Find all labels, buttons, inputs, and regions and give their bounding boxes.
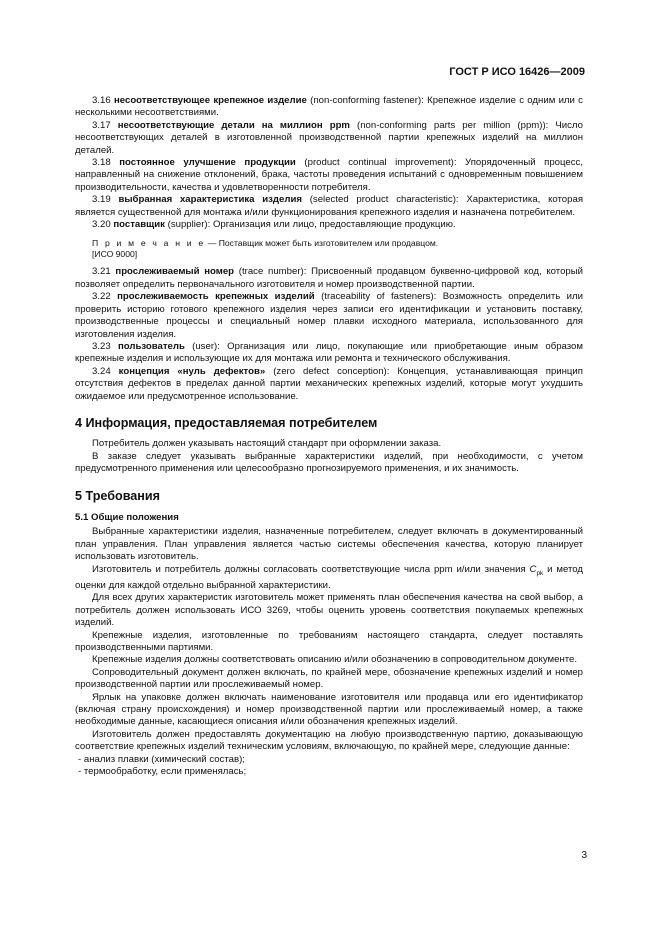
term-name: выбранная характеристика изделия — [118, 194, 302, 206]
page-number: 3 — [581, 850, 587, 861]
section-5-paragraph: Изготовитель должен предоставлять документацию на любую производственную партию, доказывающую соответствие крепежных изделий техническим условиям, включающую, по крайней мере, следующие данные: — [75, 728, 583, 753]
term-english: (non-conforming parts per million (ppm)) — [357, 119, 546, 131]
term-name: прослеживаемость крепежных изделий — [117, 291, 315, 303]
term-number: 3.18 — [92, 157, 111, 169]
term-definition: : Организация или лицо, предоставляющие продукцию. — [207, 219, 456, 231]
term-number: 3.22 — [92, 291, 111, 303]
data-list — [75, 754, 583, 779]
term-3-17 — [75, 120, 583, 157]
section-5-paragraph: Сопроводительный документ должен включать, по крайней мере, обозначение крепежных изделий и номер производственной партии или прослеживаемый номер. — [75, 666, 583, 691]
term-name: поставщик — [113, 219, 165, 231]
term-definition: : Характеристика, которая является существенной для монтажа и/или функционирования крепежного изделия и назначена потребителем. — [75, 194, 584, 218]
term-definition: : Упорядоченный процесс, направленный на снижение отклонений, брака, частоты проведения испытаний с одновременным повышением производительности, качества и удовлетворенности потребителя. — [75, 157, 583, 193]
term-english: (supplier) — [167, 219, 208, 231]
term-definition: : Присвоенный продавцом буквенно-цифровой код, который позволяет определить первоначального изготовителя и номер производственной партии. — [75, 266, 584, 290]
term-name: концепция «нуль дефектов» — [118, 365, 266, 377]
term-english: (selected product characteristic) — [309, 194, 456, 206]
term-english: (traceability of fasteners) — [321, 291, 434, 303]
term-definition: : Концепция, устанавливающая принцип отсутствия дефектов в пределах данной партии механических крепежных изделий, которые могут ухудшить ожидаемое или предусмотренное использование. — [75, 365, 583, 402]
list-item: - термообработку, если применялась; — [78, 766, 247, 777]
term-3-24 — [75, 366, 583, 403]
term-name: прослеживаемый номер — [115, 266, 235, 278]
note — [75, 238, 583, 249]
section-5-paragraph: Для всех других характеристик изготовитель может применять план обеспечения качества на свой выбор, а потребитель должен использовать ИСО 3269, чтобы оценить уровень соответствия покупаемых крепежных изделий. — [75, 592, 583, 629]
term-name: постоянное улучшение продукции — [119, 157, 296, 169]
term-english: (zero defect conception) — [273, 365, 387, 377]
term-definition: : Возможность определить или проверить историю готового крепежного изделия через записи его идентификации и установить поставку, производственные процессы и специальный номер плавки исходного материала, использованного для изготовления изделия. — [75, 291, 583, 340]
term-definition: : Крепежное изделие с одним или с несколькими несоответствиями. — [75, 95, 583, 119]
section-5-heading: 5 Требования — [75, 488, 160, 503]
term-english: (non-conforming fastener) — [310, 95, 422, 106]
paragraph-text: и метод оценки для каждой отдельно выбранной характеристики. — [75, 563, 583, 591]
term-definition: : Число несоответствующих деталей в изготовленной производственной партии крепежных изделий на миллион деталей. — [75, 119, 583, 156]
term-name: несоответствующие детали на миллион ppm — [117, 119, 350, 131]
term-definition: : Организация или лицо, покупающие или приобретающие иным образом крепежные изделия и использующие их для монтажа или ремонта и технического обслуживания. — [75, 340, 583, 365]
section-4-paragraph: Потребитель должен указывать настоящий стандарт при оформлении заказа. — [92, 438, 442, 450]
term-number: 3.23 — [92, 340, 111, 352]
term-3-20 — [75, 219, 583, 231]
note-text: — Поставщик может быть изготовителем или продавцом. — [205, 238, 439, 249]
term-number: 3.17 — [92, 119, 111, 131]
term-3-23 — [75, 341, 583, 366]
term-3-21 — [75, 266, 583, 291]
term-3-16 — [75, 95, 583, 120]
term-english: (product continual improvement) — [304, 157, 454, 169]
cpk-subscript: pk — [536, 569, 544, 577]
term-number: 3.19 — [92, 194, 111, 206]
document-body — [75, 95, 583, 778]
cpk-symbol: C — [529, 563, 537, 575]
term-number: 3.21 — [92, 266, 111, 278]
section-5-paragraph: Выбранные характеристики изделия, назначенные потребителем, следует включать в документированный план управления. План управления является частью системы обеспечения качества, которую планирует использовать изготовитель. — [75, 526, 583, 563]
term-english: (user) — [192, 340, 218, 352]
document-header: ГОСТ Р ИСО 16426—2009 — [449, 66, 585, 78]
term-name: несоответствующее крепежное изделие — [113, 95, 307, 106]
term-3-18 — [75, 157, 583, 194]
term-3-22 — [75, 291, 583, 341]
term-number: 3.24 — [92, 365, 111, 377]
note-label: П р и м е ч а н и е — [92, 238, 206, 249]
section-5-paragraph: Ярлык на упаковке должен включать наименование изготовителя или продавца или его идентификатор (включая страну происхождения) и номер производственной партии или прослеживаемый номер, а также необходимые данные, касающиеся описания и/или обозначения крепежных изделий. — [75, 691, 583, 728]
term-number: 3.20 — [92, 219, 111, 231]
term-name: пользователь — [117, 340, 185, 352]
section-5-paragraph: Крепежные изделия, изготовленные по требованиям настоящего стандарта, следует поставлять производственными партиями. — [75, 629, 583, 653]
subsection-5-1-heading: 5.1 Общие положения — [75, 511, 179, 523]
term-english: (trace number) — [238, 266, 304, 278]
section-4-heading: 4 Информация, предоставляемая потребителем — [75, 415, 378, 430]
section-4-paragraph: В заказе следует указывать выбранные характеристики изделий, при необходимости, с учетом предусмотренного применения или целесообразно прогнозируемого применения, и их значимость. — [75, 450, 583, 475]
section-5-paragraph: Крепежные изделия должны соответствовать описанию и/или обозначению в сопроводительном документе. — [92, 654, 578, 666]
paragraph-text: Изготовитель и потребитель должны согласовать соответствующие числа ppm и/или значения — [92, 563, 530, 575]
list-item: - анализ плавки (химический состав); — [78, 753, 245, 765]
section-5-paragraph-cpk — [75, 564, 583, 593]
note-reference: [ИСО 9000] — [92, 249, 138, 260]
term-number: 3.16 — [92, 95, 111, 106]
term-3-19 — [75, 194, 583, 219]
